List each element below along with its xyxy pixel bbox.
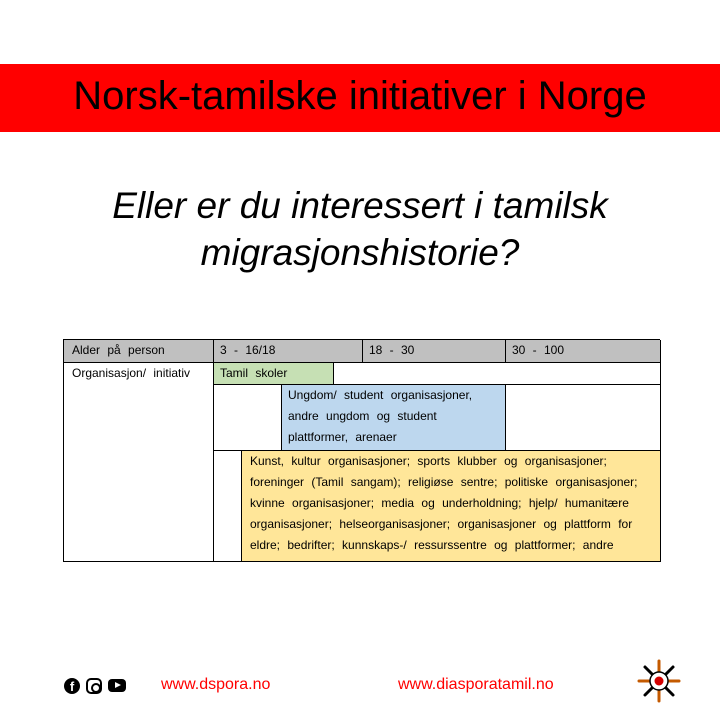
cell-empty-row3-left [214, 451, 242, 562]
youth-line: andre ungdom og student [288, 409, 437, 423]
header-age-range-2: 18 - 30 [363, 340, 506, 363]
subtitle-line-1: Eller er du interessert i tamilsk [112, 185, 608, 226]
youth-line: plattformer, arenaer [288, 430, 397, 444]
cell-general-organisations [242, 451, 661, 562]
general-line: organisasjoner; helseorganisasjoner; organisasjoner og plattform for [250, 517, 633, 531]
cell-tamil-schools: Tamil skoler [214, 363, 334, 385]
dspora-link[interactable]: www.dspora.no [161, 676, 271, 693]
subtitle [60, 182, 660, 276]
org-label: Organisasjon/ initiativ [64, 363, 214, 562]
youth-line: Ungdom/ student organisasjoner, [288, 388, 473, 402]
logo-center [655, 677, 664, 686]
facebook-icon[interactable]: f [64, 678, 80, 694]
general-line: kvinne organisasjoner; media og underholdning; hjelp/ humanitære [250, 496, 629, 510]
diasporatamil-link[interactable]: www.diasporatamil.no [398, 676, 554, 693]
instagram-icon[interactable] [86, 678, 102, 694]
diaspora-tamil-archives-logo [633, 655, 685, 707]
general-line: Kunst, kultur organisasjoner; sports klubber og organisasjoner; [250, 454, 607, 468]
header-age-range-3: 30 - 100 [506, 340, 661, 363]
cell-empty-row1 [334, 363, 661, 385]
header-age-range-1: 3 - 16/18 [214, 340, 363, 363]
header-age-label: Alder på person [64, 340, 214, 363]
general-line: foreninger (Tamil sangam); religiøse sentre; politiske organisasjoner; [250, 475, 638, 489]
cell-youth-organisations [282, 385, 506, 451]
cell-empty-row2-right [506, 385, 661, 451]
general-line: eldre; bedrifter; kunnskaps-/ ressurssentre og plattformer; andre [250, 538, 614, 552]
youtube-icon[interactable] [108, 679, 126, 692]
initiatives-table [63, 339, 660, 562]
subtitle-line-2: migrasjonshistorie? [200, 232, 520, 273]
social-icons [64, 677, 126, 694]
cell-empty-row2-left [214, 385, 282, 451]
page-title: Norsk-tamilske initiativer i Norge [73, 74, 647, 118]
title-banner [0, 64, 720, 132]
